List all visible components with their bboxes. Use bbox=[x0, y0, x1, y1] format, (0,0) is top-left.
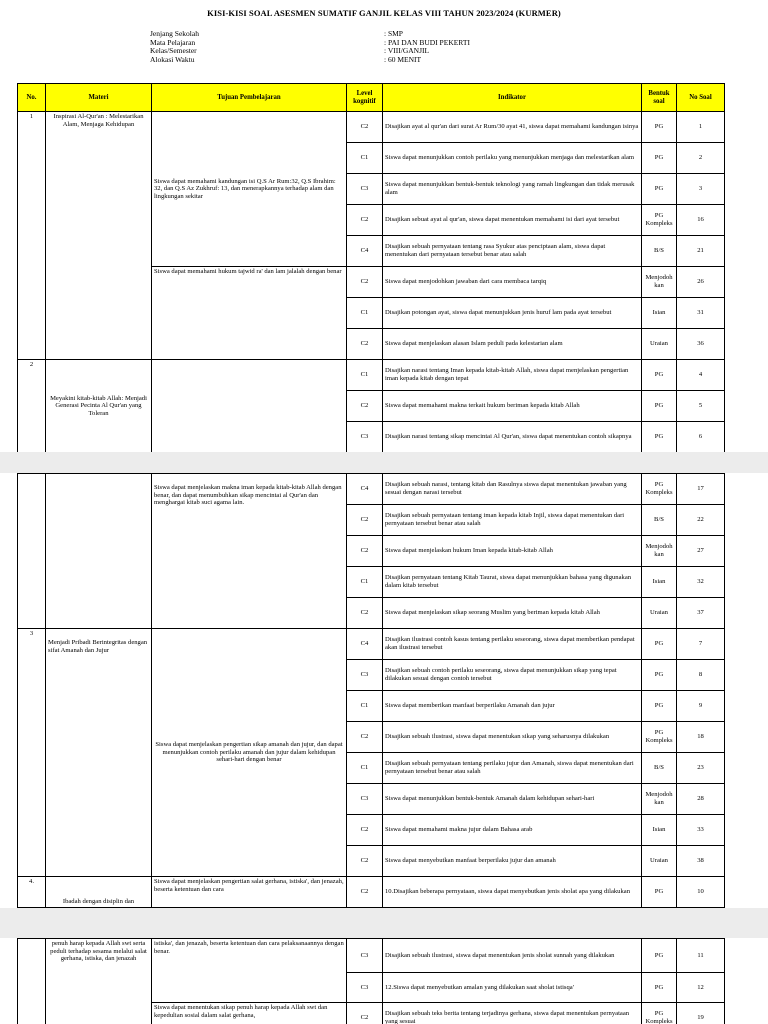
indikator-cell: Disajikan sebuah pernyataan tentang rasa Syukur atas penciptaan alam, siswa dapat menentukan dari pernyataan tersebut benar atau salah bbox=[383, 236, 642, 267]
level-cell: C2 bbox=[347, 722, 383, 753]
header-materi: Materi bbox=[46, 84, 152, 112]
kisi-kisi-table-page-2 bbox=[17, 473, 725, 908]
row-number: 2 bbox=[18, 360, 46, 453]
nosoal-cell: 4 bbox=[677, 360, 725, 391]
indikator-cell: Siswa dapat menunjukkan contoh perilaku yang menunjukkan menjaga dan melestarikan alam bbox=[383, 143, 642, 174]
tujuan-cell-empty bbox=[152, 360, 347, 453]
indikator-cell: Disajikan sebuat ayat al qur'an, siswa dapat menentukan memahami isi dari ayat tersebut bbox=[383, 205, 642, 236]
nosoal-cell: 31 bbox=[677, 298, 725, 329]
level-cell: C4 bbox=[347, 629, 383, 660]
indikator-cell: Disajikan sebuah ilustrasi, siswa dapat menentukan sikap yang seharusnya dilakukan bbox=[383, 722, 642, 753]
level-cell: C1 bbox=[347, 360, 383, 391]
level-cell: C2 bbox=[347, 846, 383, 877]
level-cell: C2 bbox=[347, 536, 383, 567]
kisi-kisi-table-page-3 bbox=[17, 938, 725, 1024]
nosoal-cell: 32 bbox=[677, 567, 725, 598]
bentuk-cell: Isian bbox=[642, 815, 677, 846]
nosoal-cell: 37 bbox=[677, 598, 725, 629]
materi-cell: Meyakini kitab-kitab Allah: Menjadi Generasi Pecinta Al Qur'an yang Toleran bbox=[46, 360, 152, 453]
bentuk-cell: PG bbox=[642, 660, 677, 691]
page-3 bbox=[0, 938, 768, 1024]
nosoal-cell: 8 bbox=[677, 660, 725, 691]
level-cell: C1 bbox=[347, 298, 383, 329]
nosoal-cell: 7 bbox=[677, 629, 725, 660]
indikator-cell: Disajikan narasi tentang Iman kepada kitab-kitab Allah, siswa dapat menjelaskan pengertian iman kepada kitab dengan tepat bbox=[383, 360, 642, 391]
level-cell: C1 bbox=[347, 753, 383, 784]
meta-row bbox=[150, 47, 470, 56]
indikator-cell: Siswa dapat memahami makna terkait hukum beriman kepada kitab Allah bbox=[383, 391, 642, 422]
document-meta bbox=[150, 30, 470, 65]
nosoal-cell: 16 bbox=[677, 205, 725, 236]
tujuan-cell: Siswa dapat menjelaskan makna iman kepada kitab-kitab Allah dengan benar, dan dapat menumbuhkan sikap mencintai al Qur'an dan menghargai kitab suci agama lain. bbox=[152, 474, 347, 629]
nosoal-cell: 11 bbox=[677, 939, 725, 973]
nosoal-cell: 28 bbox=[677, 784, 725, 815]
level-cell: C1 bbox=[347, 143, 383, 174]
bentuk-cell: Uraian bbox=[642, 329, 677, 360]
level-cell: C2 bbox=[347, 1003, 383, 1024]
nosoal-cell: 2 bbox=[677, 143, 725, 174]
bentuk-cell: PG Kompleks bbox=[642, 1003, 677, 1024]
indikator-cell: Disajikan sebuah pernyataan tentang iman kepada kitab Injil, siswa dapat menentukan dari pernyataan tersebut benar atau salah bbox=[383, 505, 642, 536]
tujuan-cell: Siswa dapat menentukan sikap penuh harap kepada Allah swt dan kepedulian sosial dalam salat gerhana, bbox=[152, 1003, 347, 1024]
table-row bbox=[18, 360, 725, 391]
meta-label: Alokasi Waktu bbox=[150, 55, 195, 65]
row-number: 3 bbox=[18, 629, 46, 877]
bentuk-cell: PG bbox=[642, 422, 677, 453]
indikator-cell: Siswa dapat memberikan manfaat berperilaku Amanah dan jujur bbox=[383, 691, 642, 722]
bentuk-cell: PG bbox=[642, 391, 677, 422]
indikator-cell: Disajikan ayat al qur'an dari surat Ar Rum/30 ayat 41, siswa dapat memahami kandungan isinya bbox=[383, 112, 642, 143]
indikator-cell: Siswa dapat menjodohkan jawaban dari cara membaca tarqiq bbox=[383, 267, 642, 298]
level-cell: C3 bbox=[347, 422, 383, 453]
level-cell: C2 bbox=[347, 112, 383, 143]
indikator-cell: Disajikan potongan ayat, siswa dapat menunjukkan jenis huruf lam pada ayat tersebut bbox=[383, 298, 642, 329]
indikator-cell: Siswa dapat menjelaskan alasan Islam peduli pada kelestarian alam bbox=[383, 329, 642, 360]
meta-label: Kelas/Semester bbox=[150, 46, 197, 56]
meta-value: : VIII/GANJIL bbox=[384, 46, 430, 56]
level-cell: C2 bbox=[347, 391, 383, 422]
document-title: KISI-KISI SOAL ASESMEN SUMATIF GANJIL KELAS VIII TAHUN 2023/2024 (KURMER) bbox=[207, 8, 561, 18]
number-cell-empty bbox=[18, 474, 46, 629]
tujuan-cell: Siswa dapat memahami hukum tajwid ra' dan lam jalalah dengan benar bbox=[152, 267, 347, 360]
meta-row bbox=[150, 56, 470, 65]
header-level: Level kognitif bbox=[347, 84, 383, 112]
nosoal-cell: 38 bbox=[677, 846, 725, 877]
meta-value: : 60 MENIT bbox=[384, 55, 422, 65]
nosoal-cell: 5 bbox=[677, 391, 725, 422]
bentuk-cell: PG bbox=[642, 174, 677, 205]
header-indikator: Indikator bbox=[383, 84, 642, 112]
level-cell: C2 bbox=[347, 505, 383, 536]
header-tujuan: Tujuan Pembelajaran bbox=[152, 84, 347, 112]
nosoal-cell: 9 bbox=[677, 691, 725, 722]
indikator-cell: Disajikan sebuah narasi, tentang kitab dan Rasulnya siswa dapat menentukan jawaban yang sesuai dengan narasi tersebut bbox=[383, 474, 642, 505]
meta-label: Mata Pelajaran bbox=[150, 37, 196, 47]
table-row bbox=[18, 629, 725, 660]
nosoal-cell: 33 bbox=[677, 815, 725, 846]
level-cell: C2 bbox=[347, 598, 383, 629]
tujuan-cell: Siswa dapat menjelaskan pengertian salat gerhana, istiska', dan jenazah, beserta ketentuan dan cara bbox=[152, 877, 347, 908]
meta-value: : SMP bbox=[384, 29, 403, 38]
bentuk-cell: Uraian bbox=[642, 598, 677, 629]
bentuk-cell: Menjodoh kan bbox=[642, 536, 677, 567]
indikator-cell: Disajikan sebuah contoh perilaku seseorang, siswa dapat menunjukkan sikap yang tepat dilakukan sesuai dengan contoh tersebut bbox=[383, 660, 642, 691]
nosoal-cell: 23 bbox=[677, 753, 725, 784]
indikator-cell: Siswa dapat memahami makna jujur dalam Bahasa arab bbox=[383, 815, 642, 846]
nosoal-cell: 6 bbox=[677, 422, 725, 453]
nosoal-cell: 18 bbox=[677, 722, 725, 753]
indikator-cell: Disajikan sebuah teks berita tentang terjadinya gerhana, siswa dapat menentukan pernyataan yang sesuai bbox=[383, 1003, 642, 1024]
page-1 bbox=[0, 0, 768, 452]
page-2 bbox=[0, 473, 768, 908]
nosoal-cell: 19 bbox=[677, 1003, 725, 1024]
level-cell: C2 bbox=[347, 205, 383, 236]
number-cell-empty bbox=[18, 939, 46, 1024]
level-cell: C2 bbox=[347, 877, 383, 908]
meta-value: : PAI DAN BUDI PEKERTI bbox=[384, 37, 470, 47]
indikator-cell: 12.Siswa dapat menyebutkan amalan yang dilakukan saat sholat istisqa' bbox=[383, 973, 642, 1003]
row-number: 4. bbox=[18, 877, 46, 908]
level-cell: C2 bbox=[347, 329, 383, 360]
nosoal-cell: 17 bbox=[677, 474, 725, 505]
nosoal-cell: 22 bbox=[677, 505, 725, 536]
bentuk-cell: PG bbox=[642, 143, 677, 174]
indikator-cell: Siswa dapat menjelaskan hukum Iman kepada kitab-kitab Allah bbox=[383, 536, 642, 567]
bentuk-cell: Menjodoh kan bbox=[642, 784, 677, 815]
indikator-cell: Siswa dapat menunjukkan bentuk-bentuk teknologi yang ramah lingkungan dan tidak merusak alam bbox=[383, 174, 642, 205]
indikator-cell: Disajikan sebuah ilustrasi, siswa dapat menentukan jenis sholat sunnah yang dilakukan bbox=[383, 939, 642, 973]
header-no: No. bbox=[18, 84, 46, 112]
nosoal-cell: 1 bbox=[677, 112, 725, 143]
table-row bbox=[18, 474, 725, 505]
indikator-cell: Disajikan ilustrasi contoh kasus tentang perilaku seseorang, siswa dapat memberikan pendapat akan ilustrasi tersebut bbox=[383, 629, 642, 660]
level-cell: C2 bbox=[347, 815, 383, 846]
kisi-kisi-table-page-1 bbox=[17, 83, 725, 452]
indikator-cell: Siswa dapat menyebutkan manfaat berperilaku jujur dan amanah bbox=[383, 846, 642, 877]
bentuk-cell: PG Kompleks bbox=[642, 722, 677, 753]
bentuk-cell: PG Kompleks bbox=[642, 205, 677, 236]
header-bentuk: Bentuk soal bbox=[642, 84, 677, 112]
bentuk-cell: PG bbox=[642, 973, 677, 1003]
level-cell: C4 bbox=[347, 236, 383, 267]
bentuk-cell: Isian bbox=[642, 298, 677, 329]
nosoal-cell: 27 bbox=[677, 536, 725, 567]
bentuk-cell: Uraian bbox=[642, 846, 677, 877]
bentuk-cell: B/S bbox=[642, 236, 677, 267]
level-cell: C1 bbox=[347, 567, 383, 598]
bentuk-cell: PG bbox=[642, 939, 677, 973]
nosoal-cell: 12 bbox=[677, 973, 725, 1003]
materi-cell: penuh harap kepada Allah swt serta peduli terhadap sesama melalui salat gerhana, istiska, dan jenazah bbox=[46, 939, 152, 1024]
level-cell: C3 bbox=[347, 784, 383, 815]
tujuan-cell: Siswa dapat memahami kandungan isi Q.S Ar Rum:32, Q.S Ibrahim: 32, dan Q.S Az Zukhruf: 13, dan menerapkannya terhadap alam dan lingkungan sekitar bbox=[152, 112, 347, 267]
bentuk-cell: B/S bbox=[642, 753, 677, 784]
table-row bbox=[18, 939, 725, 973]
nosoal-cell: 36 bbox=[677, 329, 725, 360]
nosoal-cell: 10 bbox=[677, 877, 725, 908]
table-header-row bbox=[18, 84, 725, 112]
nosoal-cell: 3 bbox=[677, 174, 725, 205]
level-cell: C3 bbox=[347, 174, 383, 205]
level-cell: C2 bbox=[347, 267, 383, 298]
table-row bbox=[18, 877, 725, 908]
indikator-cell: Disajikan sebuah pernyataan tentang perilaku jujur dan Amanah, siswa dapat menentukan dari pernyataan tersebut benar atau salah bbox=[383, 753, 642, 784]
bentuk-cell: PG bbox=[642, 691, 677, 722]
level-cell: C4 bbox=[347, 474, 383, 505]
indikator-cell: Disajikan pernyataan tentang Kitab Taurat, siswa dapat menunjukkan bahasa yang digunakan dalam kitab tersebut bbox=[383, 567, 642, 598]
bentuk-cell: PG bbox=[642, 629, 677, 660]
tujuan-cell: istiska', dan jenazah, beserta ketentuan dan cara pelaksanaannya dengan benar. bbox=[152, 939, 347, 1003]
bentuk-cell: PG bbox=[642, 877, 677, 908]
bentuk-cell: Isian bbox=[642, 567, 677, 598]
level-cell: C1 bbox=[347, 691, 383, 722]
indikator-cell: Siswa dapat menunjukkan bentuk-bentuk Amanah dalam kehidupan sehari-hari bbox=[383, 784, 642, 815]
level-cell: C3 bbox=[347, 939, 383, 973]
indikator-cell: Disajikan narasi tentang sikap mencintai Al Qur'an, siswa dapat menentukan contoh sikapnya bbox=[383, 422, 642, 453]
header-nosoal: No Soal bbox=[677, 84, 725, 112]
row-number: 1 bbox=[18, 112, 46, 360]
materi-cell-empty bbox=[46, 474, 152, 629]
bentuk-cell: PG bbox=[642, 112, 677, 143]
materi-cell: Menjadi Pribadi Berintegritas dengan sifat Amanah dan Jujur bbox=[46, 629, 152, 877]
bentuk-cell: PG bbox=[642, 360, 677, 391]
table-row bbox=[18, 112, 725, 143]
materi-cell: Ibadah dengan disiplin dan bbox=[46, 877, 152, 908]
level-cell: C3 bbox=[347, 660, 383, 691]
meta-label: Jenjang Sekolah bbox=[150, 29, 199, 38]
level-cell: C3 bbox=[347, 973, 383, 1003]
bentuk-cell: PG Kompleks bbox=[642, 474, 677, 505]
indikator-cell: 10.Disajikan beberapa pernyataan, siswa dapat menyebutkan jenis sholat apa yang dilakukan bbox=[383, 877, 642, 908]
indikator-cell: Siswa dapat menjelaskan sikap seorang Muslim yang beriman kepada kitab Allah bbox=[383, 598, 642, 629]
materi-cell: Inspirasi Al-Qur'an : Melestarikan Alam, Menjaga Kehidupan bbox=[46, 112, 152, 360]
nosoal-cell: 21 bbox=[677, 236, 725, 267]
nosoal-cell: 26 bbox=[677, 267, 725, 298]
bentuk-cell: B/S bbox=[642, 505, 677, 536]
tujuan-cell: Siswa dapat menjelaskan pengertian sikap amanah dan jujur, dan dapat menunjukkan contoh perilaku amanah dan jujur dalam kehidupan sehari-hari dengan benar bbox=[152, 629, 347, 877]
bentuk-cell: Menjodoh kan bbox=[642, 267, 677, 298]
